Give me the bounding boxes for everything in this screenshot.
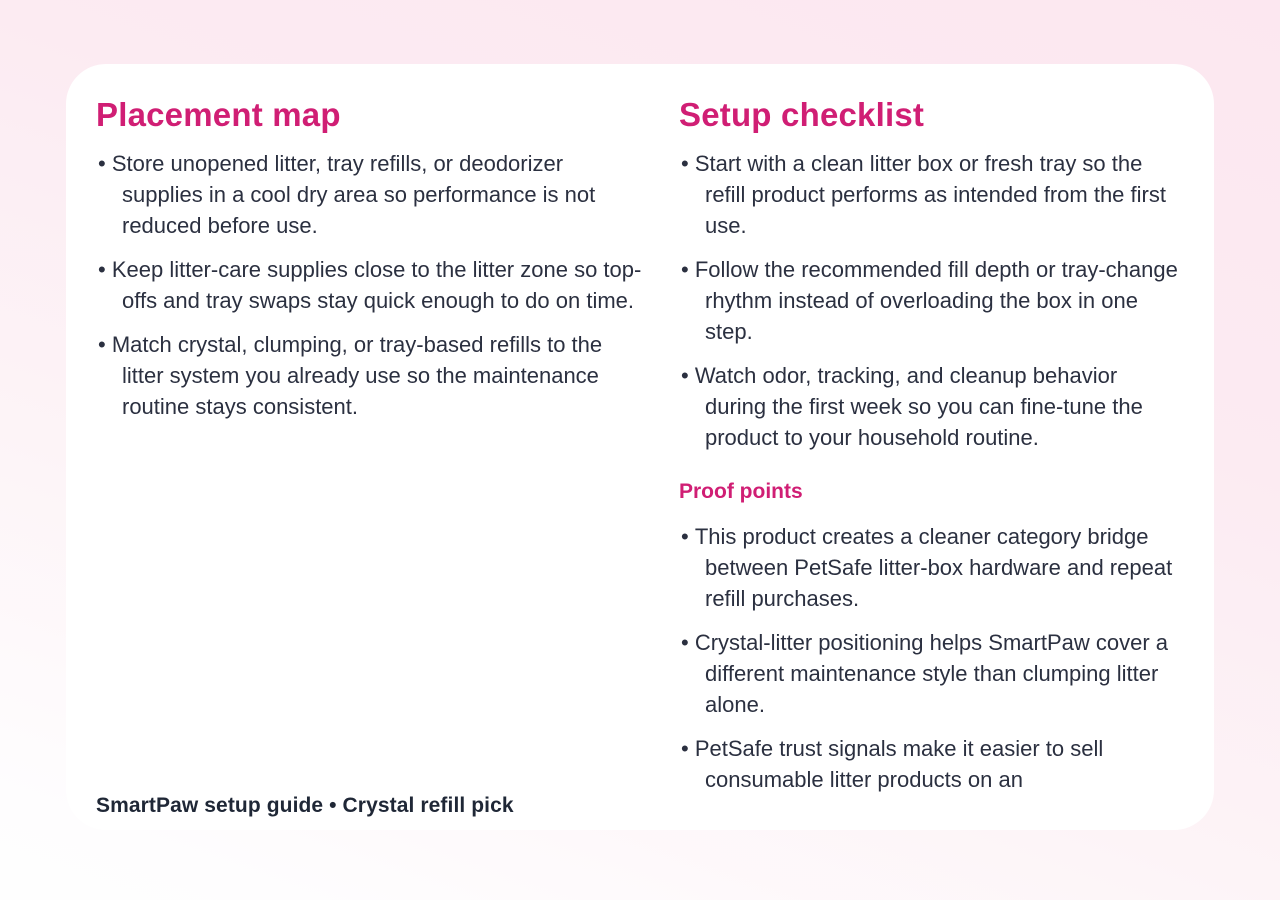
list-item: • Watch odor, tracking, and cleanup behavior during the first week so you can fine-tune the product to your household routine. <box>679 360 1184 453</box>
list-item: • Keep litter-care supplies close to the litter zone so top-offs and tray swaps stay quick enough to do on time. <box>96 254 646 316</box>
placement-map-list <box>96 148 646 422</box>
subsection-heading-proof-points: Proof points <box>679 479 803 503</box>
two-column-layout <box>66 64 1214 808</box>
list-item: • Follow the recommended fill depth or tray-change rhythm instead of overloading the box in one step. <box>679 254 1184 347</box>
section-heading-setup-checklist: Setup checklist <box>679 96 925 133</box>
setup-checklist-section <box>679 96 1184 808</box>
list-item: • Start with a clean litter box or fresh tray so the refill product performs as intended from the first use. <box>679 148 1184 241</box>
footer-caption: SmartPaw setup guide • Crystal refill pick <box>96 794 514 817</box>
list-item: • Match crystal, clumping, or tray-based refills to the litter system you already use so the maintenance routine stays consistent. <box>96 329 646 422</box>
proof-points-list <box>679 521 1184 795</box>
list-item: • PetSafe trust signals make it easier to sell consumable litter products on an <box>679 733 1184 795</box>
content-card <box>66 64 1214 830</box>
setup-checklist-list <box>679 148 1184 453</box>
list-item: • This product creates a cleaner category bridge between PetSafe litter-box hardware and repeat refill purchases. <box>679 521 1184 614</box>
list-item: • Crystal-litter positioning helps SmartPaw cover a different maintenance style than clumping litter alone. <box>679 627 1184 720</box>
section-heading-placement-map: Placement map <box>96 96 341 133</box>
placement-map-section <box>96 96 646 808</box>
list-item: • Store unopened litter, tray refills, or deodorizer supplies in a cool dry area so performance is not reduced before use. <box>96 148 646 241</box>
